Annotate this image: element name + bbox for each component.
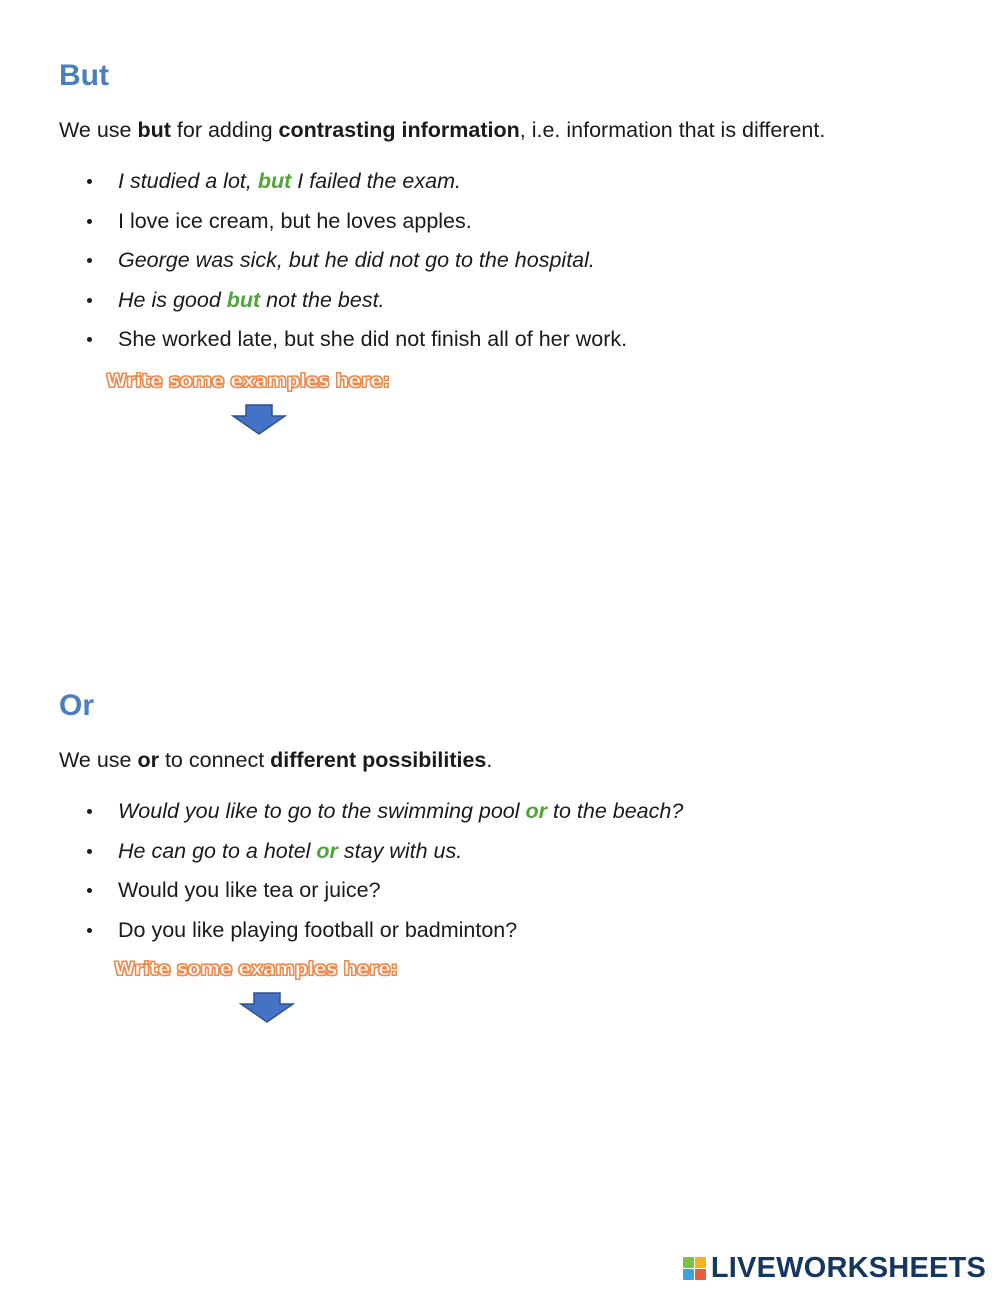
list-item: Would you like to go to the swimming pool or to the beach? [85, 797, 683, 837]
example-list-or [85, 797, 683, 955]
list-item: I love ice cream, but he loves apples. [85, 207, 627, 247]
section-title-but: But [59, 59, 109, 92]
list-item: I studied a lot, but I failed the exam. [85, 167, 627, 207]
answer-area-or[interactable] [59, 1035, 939, 1225]
list-item: George was sick, but he did not go to the hospital. [85, 246, 627, 286]
list-item: She worked late, but she did not finish all of her work. [85, 325, 627, 365]
logo-tile-i [695, 1257, 706, 1268]
intro-or: We use or to connect different possibilities. [59, 748, 493, 772]
arrow-down-icon [239, 992, 295, 1024]
answer-area-but[interactable] [59, 445, 939, 665]
liveworksheets-logo [683, 1250, 986, 1286]
section-title-or: Or [59, 689, 95, 722]
logo-tile-v [683, 1269, 694, 1280]
logo-tile-l [683, 1257, 694, 1268]
brand-mark-icon [683, 1257, 706, 1280]
write-examples-label-or: Write some examples here: [114, 958, 398, 980]
list-item: He is good but not the best. [85, 286, 627, 326]
intro-but: We use but for adding contrasting information, i.e. information that is different. [59, 118, 826, 142]
brand-name: LIVEWORKSHEETS [710, 1251, 986, 1284]
example-list-but [85, 167, 627, 365]
list-item: Would you like tea or juice? [85, 876, 683, 916]
list-item: He can go to a hotel or stay with us. [85, 837, 683, 877]
arrow-down-icon [231, 404, 287, 436]
write-examples-label-but: Write some examples here: [106, 370, 390, 392]
list-item: Do you like playing football or badminton? [85, 916, 683, 956]
logo-tile-e [695, 1269, 706, 1280]
